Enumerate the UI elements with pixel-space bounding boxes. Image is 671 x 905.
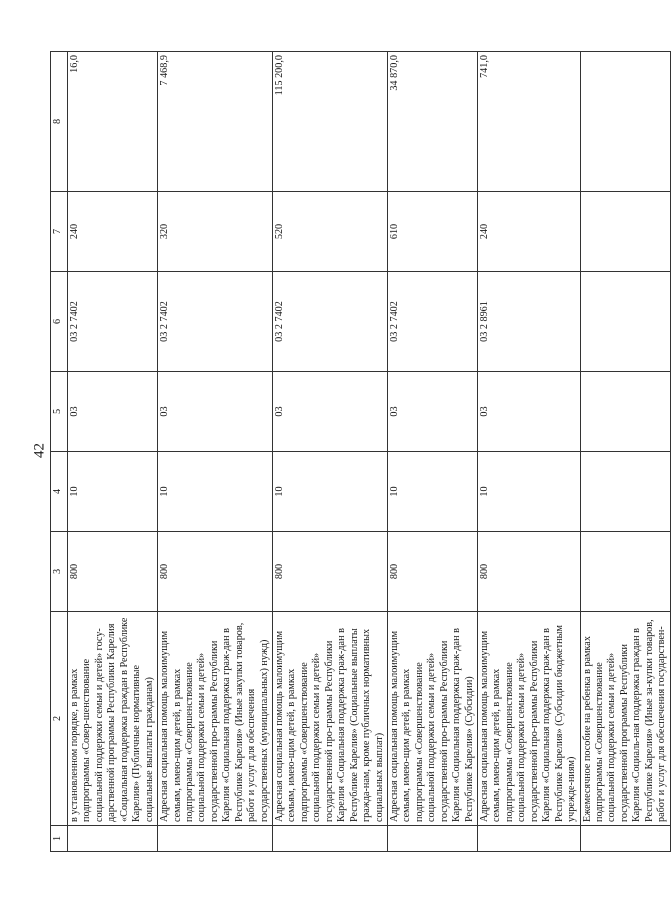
header-cell: 6 [51,272,68,372]
expense-type-code: 610 [387,192,477,272]
table-row [478,52,581,852]
expense-type-code: 240 [68,192,158,272]
ministry-code: 800 [158,532,273,612]
amount: 7 468,9 [158,52,273,192]
ministry-code: 800 [387,532,477,612]
header-cell: 8 [51,52,68,192]
header-cell: 2 [51,612,68,826]
header-cell: 1 [51,826,68,852]
row-number [478,826,581,852]
section-code: 10 [158,452,273,532]
expense-type-code: 320 [158,192,273,272]
subsection-code: 03 [387,372,477,452]
row-number [387,826,477,852]
table-row [387,52,477,852]
table-row [158,52,273,852]
target-article-code: 03 2 8961 [478,272,581,372]
header-cell: 4 [51,452,68,532]
subsection-code: 03 [273,372,388,452]
section-code: 10 [478,452,581,532]
subsection-code: 03 [68,372,158,452]
subsection-code: 03 [158,372,273,452]
section-code: 10 [387,452,477,532]
ministry-code: 800 [273,532,388,612]
ministry-code: 800 [68,532,158,612]
target-article-code: 03 2 7402 [158,272,273,372]
ministry-code: 800 [478,532,581,612]
row-number [68,826,158,852]
target-article-code [580,272,670,372]
target-article-code: 03 2 7402 [273,272,388,372]
header-cell: 7 [51,192,68,272]
page-number: 42 [31,443,48,458]
header-cell: 5 [51,372,68,452]
table-row [580,52,670,852]
table-row [68,52,158,852]
row-description: Ежемесячное пособие на ребенка в рамках подпрограммы «Совершенствование социальной поддержки семьи и детей» государственной программы Республики Карелия «Социаль-ная поддержка граждан в Республике Карелия» (Иные за-купки товаров, работ и услуг для обеспечения государствен- [580,612,670,826]
rotated-page [50,52,668,852]
amount [580,52,670,192]
row-number [158,826,273,852]
expense-type-code [580,192,670,272]
section-code: 10 [273,452,388,532]
amount: 741,0 [478,52,581,192]
row-description: в установленном порядке, в рамках подпрограммы «Совер-шенствование социальной поддержки семьи и детей» госу-дарственной программы Республики Карелия «Социальная поддержка граждан в Республике Карелия» (Публичные нормативные социальные выплаты гражданам) [68,612,158,826]
row-description: Адресная социальная помощь малоимущим семьям, имею-щим детей, в рамках подпрограммы «Совершенствование социальной поддержки семьи и детей» государственной про-граммы Республики Карелия «Социальная поддержка граж-дан в Республике Карелия» (Иные закупки товаров, работ и услуг для обеспечения государственных (муниципальных) нужд) [158,612,273,826]
section-code: 10 [68,452,158,532]
header-row [51,52,68,852]
row-description: Адресная социальная помощь малоимущим семьям, имею-щим детей, в рамках подпрограммы «Совершенствование социальной поддержки семьи и детей» государственной про-граммы Республики Карелия «Социальная поддержка граж-дан в Республике Карелия» (Субсидии) [387,612,477,826]
target-article-code: 03 2 7402 [68,272,158,372]
subsection-code [580,372,670,452]
expense-type-code: 520 [273,192,388,272]
budget-table [50,51,671,852]
amount: 16,0 [68,52,158,192]
row-number [580,826,670,852]
row-number [273,826,388,852]
row-description: Адресная социальная помощь малоимущим семьям, имею-щим детей, в рамках подпрограммы «Совершенствование социальной поддержки семьи и детей» государственной про-граммы Республики Карелия «Социальная поддержка граж-дан в Республике Карелия» (Субсидии бюджетным учрежде-ниям) [478,612,581,826]
amount: 115 200,0 [273,52,388,192]
target-article-code: 03 2 7402 [387,272,477,372]
ministry-code [580,532,670,612]
header-cell: 3 [51,532,68,612]
expense-type-code: 240 [478,192,581,272]
section-code [580,452,670,532]
subsection-code: 03 [478,372,581,452]
row-description: Адресная социальная помощь малоимущим семьям, имею-щим детей, в рамках подпрограммы «Совершенствование социальной поддержки семьи и детей» государственной про-граммы Республики Карелия «Социальная поддержка граж-дан в Республике Карелия» (Социальные выплаты гражда-нам, кроме публичных нормативных социальных выплат) [273,612,388,826]
table-row [273,52,388,852]
amount: 34 870,0 [387,52,477,192]
